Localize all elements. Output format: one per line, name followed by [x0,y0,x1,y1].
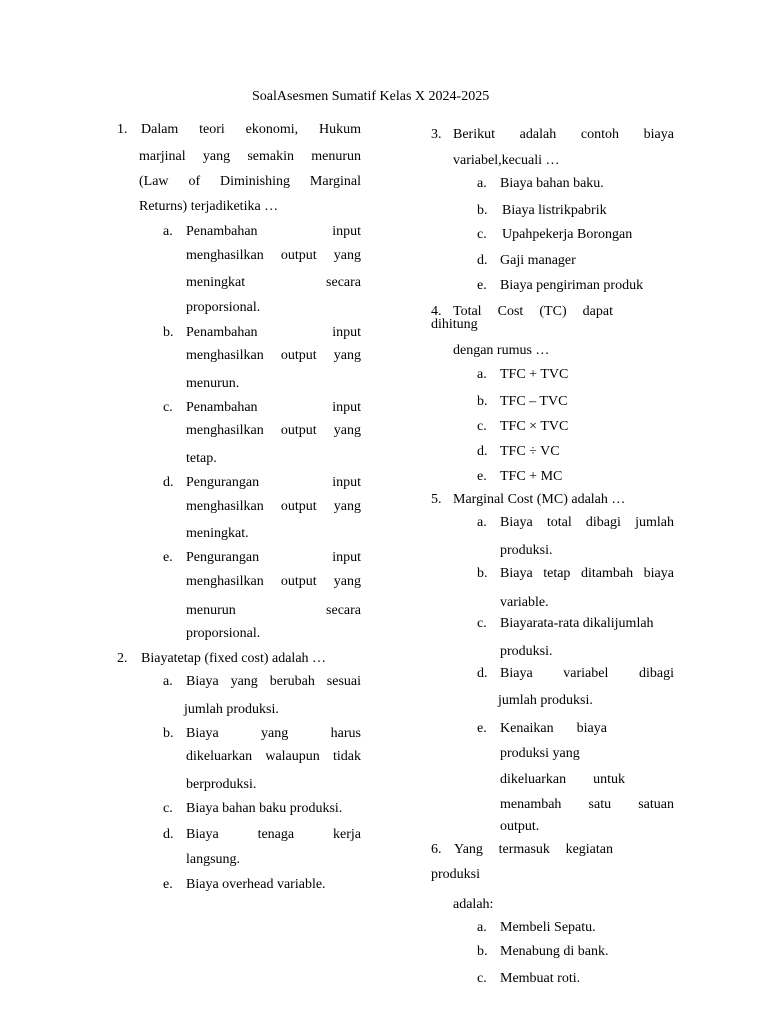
word: (TC) [539,304,567,319]
option-text-line: variable. [500,595,549,610]
option-text-line: Biaya bahan baku. [500,176,604,191]
word: menurun [186,603,236,618]
word: yang [333,423,361,438]
option-letter: c. [477,419,487,434]
word: Dalam [141,122,179,137]
option-letter: c. [477,971,487,986]
option-text-line [186,348,361,364]
word: Diminishing [220,174,291,189]
word: adalah [519,127,557,142]
option-letter: b. [163,726,174,741]
word: output [280,423,317,438]
option-letter: b. [477,566,488,581]
word: yang [333,499,361,514]
word: Berikut [453,127,495,142]
option-text-line [500,515,674,531]
option-text-line: jumlah produksi. [184,702,279,717]
option-text-line [186,726,361,742]
option-text-line [186,224,361,240]
word: Kenaikan [500,721,554,736]
word: Biaya [186,827,219,842]
option-text-line [186,550,361,566]
question-number: 5. [431,492,442,507]
word: berubah [269,674,315,689]
word: Hukum [318,122,361,137]
question-stem-line: Returns) terjadiketika … [139,199,279,214]
word: biaya [643,566,674,581]
option-text-line [186,574,361,590]
option-text-line: jumlah produksi. [498,693,593,708]
question-number: 3. [431,127,442,142]
word: yang [202,149,231,164]
option-text-line: langsung. [186,852,241,867]
option-text-line: berproduksi. [186,777,257,792]
question-number: 6. [431,842,442,857]
option-letter: c. [163,400,173,415]
word: input [332,400,361,415]
option-text-line [186,275,361,291]
option-text-line: Menabung di bank. [500,944,609,959]
option-letter: a. [477,515,487,530]
option-letter: d. [477,444,488,459]
word: menghasilkan [186,499,264,514]
option-text-line: produksi. [500,543,553,558]
option-text-line: TFC – TVC [500,394,568,409]
option-text-line: Biayarata-rata dikalijumlah [500,616,654,631]
word: satuan [638,797,674,812]
word: kerja [333,827,361,842]
word: menghasilkan [186,423,264,438]
option-text-line: TFC + MC [500,469,563,484]
word: walaupun [265,749,320,764]
option-letter: d. [477,666,488,681]
question-number: 4. [431,304,442,319]
word: output [280,348,317,363]
option-text-line [186,749,361,765]
question-stem-line: adalah: [453,897,494,912]
option-text-line: produksi. [500,644,553,659]
question-stem-line: Biayatetap (fixed cost) adalah … [141,651,327,666]
option-letter: e. [477,721,487,736]
word: harus [330,726,361,741]
word: kegiatan [565,842,613,857]
option-text-line [500,797,674,813]
option-text-line: proporsional. [186,626,261,641]
option-text-line: Biaya listrikpabrik [502,203,607,218]
word: untuk [593,772,625,787]
word: Penambahan [186,325,258,340]
option-letter: c. [477,616,487,631]
word: contoh [580,127,619,142]
option-letter: e. [477,278,487,293]
question-stem-line: variabel,kecuali … [453,153,560,168]
option-letter: b. [477,203,488,218]
option-letter: d. [163,475,174,490]
option-text-line: Biaya bahan baku produksi. [186,801,343,816]
word: Biaya [186,726,219,741]
option-text-line [186,499,361,515]
word: input [332,224,361,239]
word: Pengurangan [186,550,260,565]
option-letter: c. [477,227,487,242]
question-stem-line: dengan rumus … [453,343,550,358]
option-text-line: Upahpekerja Borongan [502,227,633,242]
option-text-line: produksi yang [500,746,580,761]
word: yang [230,674,258,689]
word: marjinal [139,149,186,164]
option-letter: b. [477,394,488,409]
question-stem-line: Marginal Cost (MC) adalah … [453,492,626,507]
option-text-line: Biaya overhead variable. [186,877,326,892]
option-letter: a. [477,176,487,191]
option-text-line [186,400,361,416]
word: variabel [563,666,609,681]
word: Biaya [186,674,219,689]
option-letter: a. [163,224,173,239]
word: Marginal [309,174,361,189]
word: satu [588,797,612,812]
word: dibagi [585,515,621,530]
option-text-line: Biaya pengiriman produk [500,278,644,293]
question-number: 1. [117,122,128,137]
word: input [332,325,361,340]
word: Total [453,304,482,319]
option-text-line: proporsional. [186,300,261,315]
word: termasuk [498,842,550,857]
option-letter: a. [477,367,487,382]
word: Pengurangan [186,475,260,490]
option-letter: e. [163,877,173,892]
option-text-line [186,475,361,491]
word: Biaya [500,566,533,581]
option-text-line [500,772,625,788]
option-text-line [186,423,361,439]
option-letter: c. [163,801,173,816]
word: dikeluarkan [500,772,567,787]
word: dibagi [639,666,674,681]
option-letter: d. [477,253,488,268]
option-text-line: Membeli Sepatu. [500,920,596,935]
word: Biaya [500,515,533,530]
word: yang [333,348,361,363]
question-stem-line [453,127,674,143]
word: sesuai [326,674,361,689]
word: tenaga [257,827,295,842]
question-stem-line [141,122,361,138]
page-title: SoalAsesmen Sumatif Kelas X 2024-2025 [252,89,490,104]
option-letter: d. [163,827,174,842]
word: output [280,248,317,263]
word: Penambahan [186,224,258,239]
option-text-line: Membuat roti. [500,971,581,986]
word: Biaya [500,666,533,681]
option-letter: e. [163,550,173,565]
question-stem-line [139,149,361,165]
option-letter: b. [477,944,488,959]
question-stem-line [139,174,361,190]
option-text-line: meningkat. [186,526,249,541]
word: total [546,515,572,530]
option-text-line: tetap. [186,451,217,466]
word: yang [333,574,361,589]
word: secara [326,275,361,290]
word: semakin [247,149,294,164]
option-text-line [500,721,607,737]
word: yang [333,248,361,263]
option-text-line [500,666,674,682]
word: menghasilkan [186,348,264,363]
word: Yang [454,842,483,857]
word: input [332,475,361,490]
option-text-line [500,566,674,582]
word: dapat [582,304,613,319]
word: menghasilkan [186,248,264,263]
word: ditambah [581,566,634,581]
option-text-line [186,248,361,264]
word: menghasilkan [186,574,264,589]
word: jumlah [635,515,674,530]
word: output [280,574,317,589]
word: menambah [500,797,562,812]
word: output [280,499,317,514]
option-letter: a. [477,920,487,935]
option-text-line: Gaji manager [500,253,576,268]
word: yang [261,726,289,741]
option-text-line: output. [500,819,540,834]
option-text-line [186,674,361,690]
word: menurun [311,149,361,164]
word: Cost [497,304,524,319]
option-text-line: menurun. [186,376,240,391]
word: of [188,174,201,189]
question-stem-line [454,842,613,858]
word: tetap [543,566,571,581]
word: (Law [139,174,169,189]
question-stem-line: produksi [431,867,480,882]
option-text-line: TFC + TVC [500,367,569,382]
word: teori [199,122,225,137]
option-text-line: TFC ÷ VC [500,444,560,459]
word: secara [326,603,361,618]
option-text-line [186,325,361,341]
option-text-line: TFC × TVC [500,419,569,434]
option-text-line [186,827,361,843]
word: biaya [576,721,607,736]
word: ekonomi, [245,122,299,137]
word: meningkat [186,275,246,290]
word: tidak [333,749,361,764]
word: input [332,550,361,565]
option-text-line [186,603,361,619]
option-letter: b. [163,325,174,340]
word: biaya [643,127,674,142]
option-letter: a. [163,674,173,689]
word: dikeluarkan [186,749,253,764]
option-letter: e. [477,469,487,484]
question-stem-line: dihitung [431,317,478,332]
word: Penambahan [186,400,258,415]
question-number: 2. [117,651,128,666]
